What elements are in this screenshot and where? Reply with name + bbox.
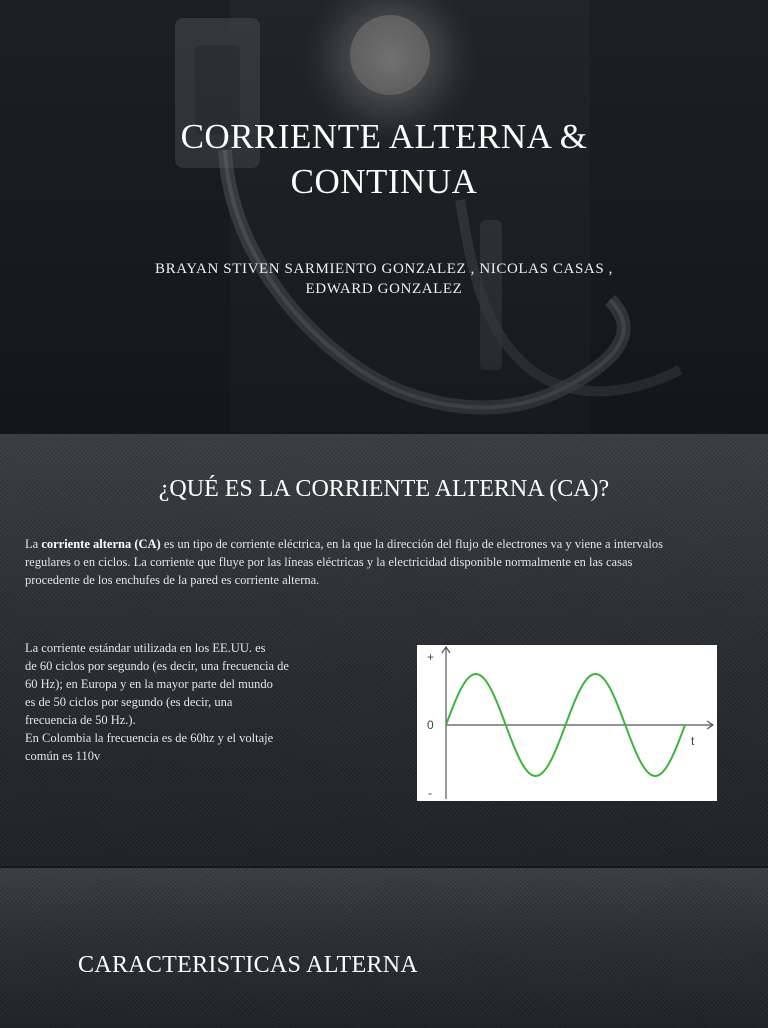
plus-label: + xyxy=(427,650,435,664)
title-line-2: CONTINUA xyxy=(290,162,478,201)
ac-definition-slide xyxy=(0,434,768,866)
title-line-1: CORRIENTE ALTERNA & xyxy=(180,117,588,156)
presentation-title xyxy=(0,114,768,204)
zero-label: 0 xyxy=(427,718,434,732)
definition-term: corriente alterna (CA) xyxy=(41,537,161,551)
frequency-line: frecuencia de 50 Hz.). xyxy=(25,713,136,727)
t-label: t xyxy=(691,734,695,748)
definition-paragraph xyxy=(25,535,688,589)
definition-prefix: La xyxy=(25,537,42,551)
definition-text: es un tipo de corriente eléctrica, en la que la dirección del flujo de electrones va y viene a intervalos regulares o en ciclos. La corriente que fluye por las líneas eléctricas y la electricidad disponible normalmente en las casas procedente de los enchufes de la pared es corriente alterna. xyxy=(25,537,663,587)
frequency-paragraph xyxy=(25,639,340,765)
frequency-line: En Colombia la frecuencia es de 60hz y el voltaje xyxy=(25,731,274,745)
slide-title: ¿QUÉ ES LA CORRIENTE ALTERNA (CA)? xyxy=(158,476,610,502)
minus-label: - xyxy=(428,786,432,800)
characteristics-slide xyxy=(0,868,768,1028)
frequency-line: 60 Hz); en Europa y en la mayor parte del mundo xyxy=(25,677,273,691)
frequency-line: de 60 ciclos por segundo (es decir, una frecuencia de xyxy=(25,659,289,673)
frequency-line: común es 110v xyxy=(25,749,101,763)
background-photo xyxy=(0,0,768,432)
frequency-line: La corriente estándar utilizada en los EE.UU. es xyxy=(25,641,266,655)
authors xyxy=(110,259,658,299)
title-slide xyxy=(0,0,768,432)
frequency-line: es de 50 ciclos por segundo (es decir, una xyxy=(25,695,233,709)
slide-title: CARACTERISTICAS ALTERNA xyxy=(78,952,419,978)
authors-line-1: BRAYAN STIVEN SARMIENTO GONZALEZ , NICOLAS CASAS , xyxy=(155,261,613,277)
sine-wave-image xyxy=(417,645,717,801)
authors-line-2: EDWARD GONZALEZ xyxy=(305,281,463,297)
